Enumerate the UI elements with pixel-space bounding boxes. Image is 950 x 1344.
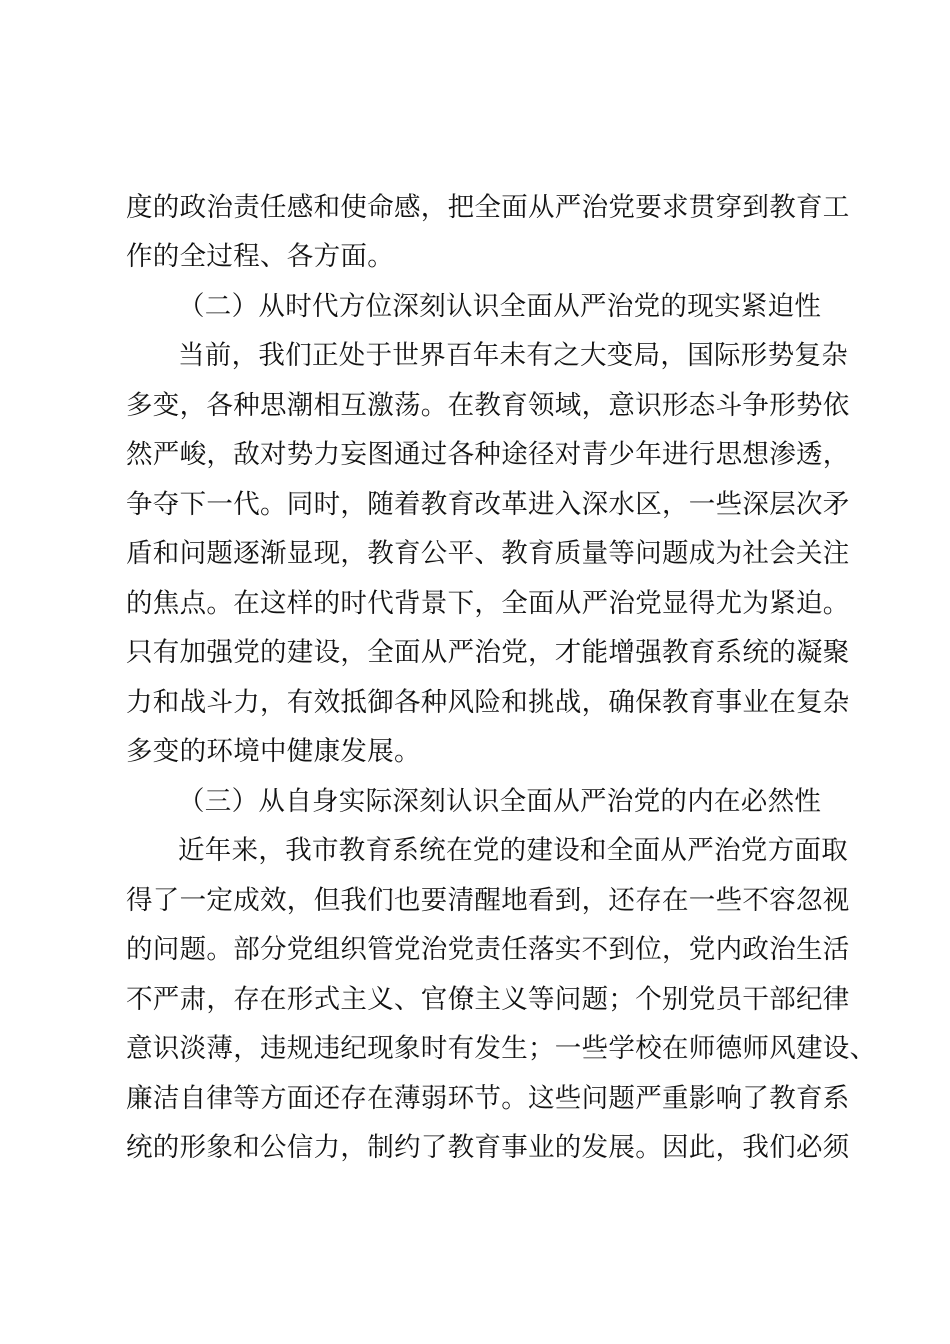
paragraph-line: 多变的环境中健康发展。	[126, 736, 421, 767]
paragraph-line: 统的形象和公信力，制约了教育事业的发展。因此，我们必须	[126, 1132, 850, 1163]
paragraph-line: 当前，我们正处于世界百年未有之大变局，国际形势复杂	[178, 340, 848, 371]
paragraph-line: 只有加强党的建设，全面从严治党，才能增强教育系统的凝聚	[126, 637, 850, 668]
paragraph-line: 得了一定成效，但我们也要清醒地看到，还存在一些不容忽视	[126, 885, 850, 916]
paragraph-line: 力和战斗力，有效抵御各种风险和挑战，确保教育事业在复杂	[126, 687, 850, 718]
paragraph-line: 盾和问题逐渐显现，教育公平、教育质量等问题成为社会关注	[126, 538, 850, 569]
section-heading-3: （三）从自身实际深刻认识全面从严治党的内在必然性	[178, 786, 822, 817]
paragraph-line: 不严肃，存在形式主义、官僚主义等问题；个别党员干部纪律	[126, 984, 850, 1015]
paragraph-line: 廉洁自律等方面还存在薄弱环节。这些问题严重影响了教育系	[126, 1083, 850, 1114]
paragraph-line: 的焦点。在这样的时代背景下，全面从严治党显得尤为紧迫。	[126, 588, 850, 619]
paragraph-line: 意识淡薄，违规违纪现象时有发生；一些学校在师德师风建设、	[126, 1033, 877, 1064]
paragraph-line: 争夺下一代。同时，随着教育改革进入深水区，一些深层次矛	[126, 489, 850, 520]
section-heading-2: （二）从时代方位深刻认识全面从严治党的现实紧迫性	[178, 291, 822, 322]
paragraph-line: 的问题。部分党组织管党治党责任落实不到位，党内政治生活	[126, 934, 850, 965]
paragraph-line: 近年来，我市教育系统在党的建设和全面从严治党方面取	[178, 835, 848, 866]
paragraph-line: 作的全过程、各方面。	[126, 241, 394, 272]
paragraph-line: 多变，各种思潮相互激荡。在教育领域，意识形态斗争形势依	[126, 390, 850, 421]
paragraph-line: 度的政治责任感和使命感，把全面从严治党要求贯穿到教育工	[126, 192, 850, 223]
paragraph-line: 然严峻，敌对势力妄图通过各种途径对青少年进行思想渗透，	[126, 439, 850, 470]
